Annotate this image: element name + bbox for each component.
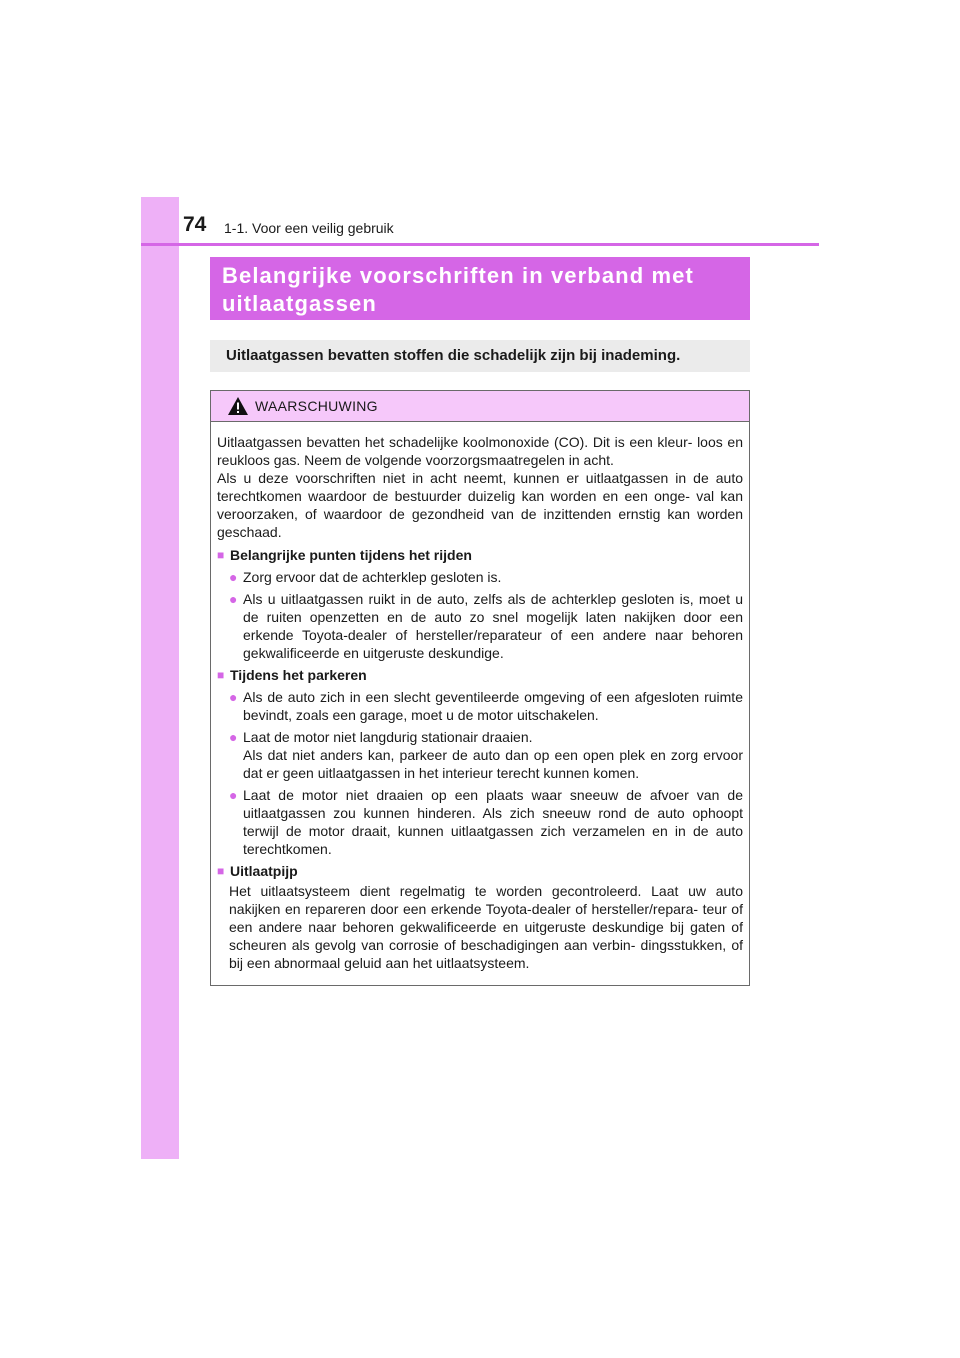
square-bullet-icon: ■ [217,864,225,878]
list-item [217,728,743,782]
square-bullet-icon: ■ [217,548,225,562]
warning-header [211,391,749,422]
dot-bullet-icon: ● [229,787,238,803]
section-heading-exhaust-pipe: ■ Uitlaatpijp [217,863,298,879]
list-item: ● Zorg ervoor dat de achterklep gesloten is. [229,569,502,585]
dot-bullet-icon: ● [229,689,238,705]
page-title-line-1: Belangrijke voorschriften in verband met [222,263,694,288]
title-banner [210,257,750,320]
warning-triangle-icon [227,396,249,416]
list-item: ● Als de auto zich in een slecht geventileerde omgeving of een afgesloten ruimte bevindt, zoals een garage, moet u de motor uitschakelen. [229,689,743,723]
page-title-line-2: uitlaatgassen [222,291,377,316]
list-item-line-2: Als dat niet anders kan, parkeer de auto dan op een open plek en zorg ervoor dat er geen uitlaatgassen in het interieur terecht kunnen komen. [243,747,743,781]
side-tab-strip [141,197,179,1159]
header-rule [141,243,819,246]
list-item-line-1: Laat de motor niet langdurig stationair draaien. [243,729,533,745]
list-item: ● Als u uitlaatgassen ruikt in de auto, zelfs als de achterklep gesloten is, moet u de ruiten openzetten en de auto zo snel mogelijk laten nakijken door een erkende Toyota-dealer of hersteller/reparateur of een andere naar behoren gekwalificeerde en uitgeruste deskundige. [229,591,743,661]
warning-box [210,390,750,986]
dot-bullet-icon: ● [229,591,238,607]
dot-bullet-icon: ● [229,569,238,585]
warning-body [217,433,743,976]
section-label: 1-1. Voor een veilig gebruik [224,220,394,236]
dot-bullet-icon: ● [229,729,238,745]
warning-intro-2: Als u deze voorschriften niet in acht neemt, kunnen er uitlaatgassen in de auto terechtkomen waardoor de bestuurder duizelig kan worden en een onge- val kan veroorzaken, of waardoor de gezondheid van de inzittenden ernstig kan worden geschaad. [217,470,743,540]
summary-bar: Uitlaatgassen bevatten stoffen die schadelijk zijn bij inademing. [210,340,750,372]
warning-label: WAARSCHUWING [255,398,378,414]
page-number: 74 [183,213,207,236]
square-bullet-icon: ■ [217,668,225,682]
section-heading-driving: ■ Belangrijke punten tijdens het rijden [217,547,472,563]
warning-intro-1: Uitlaatgassen bevatten het schadelijke koolmonoxide (CO). Dit is een kleur- loos en reukloos gas. Neem de volgende voorzorgsmaatregelen in acht. [217,434,743,468]
section-heading-parking: ■ Tijdens het parkeren [217,667,367,683]
exhaust-pipe-text: Het uitlaatsysteem dient regelmatig te worden gecontroleerd. Laat uw auto nakijken en repareren door een erkende Toyota-dealer of hersteller/repara- teur of een andere naar behoren gekwalificeerde en uitgeruste deskundige bij gaten of scheuren als gevolg van corrosie of beschadigingen aan verbin- dingsstukken, of bij een abnormaal geluid aan het uitlaatsysteem. [229,883,743,971]
list-item: ● Laat de motor niet draaien op een plaats waar sneeuw de afvoer van de uitlaatgassen zou kunnen hinderen. Als zich sneeuw rond de auto ophoopt terwijl de motor draait, kunnen uitlaatgassen zich verzamelen en in de auto terechtkomen. [229,787,743,857]
